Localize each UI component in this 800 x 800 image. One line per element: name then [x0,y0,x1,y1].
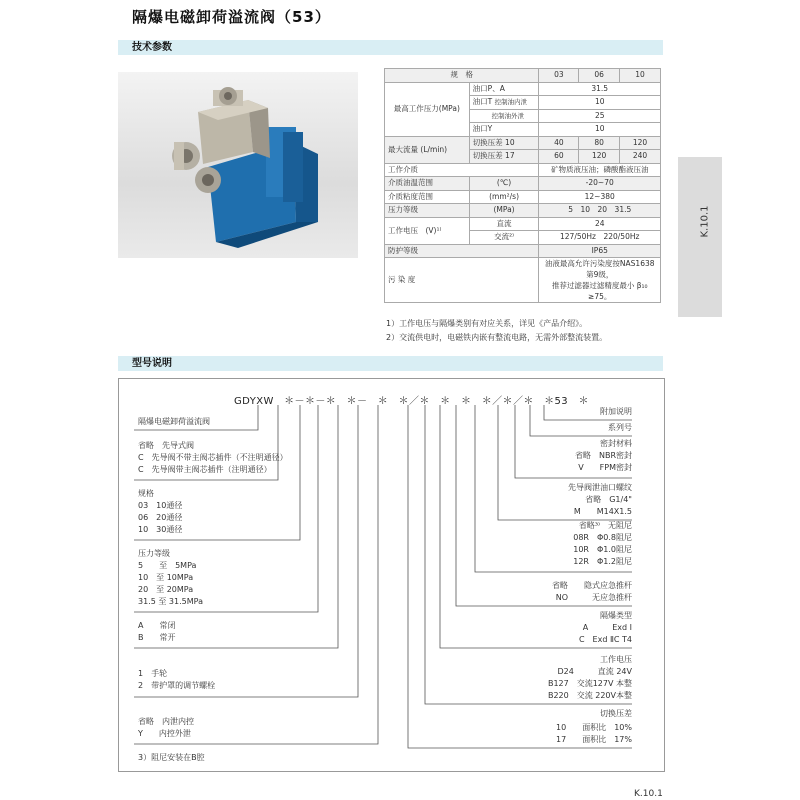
table-cell: 120 [579,150,620,164]
table-cell: 03 [539,69,579,83]
legend-left-l12: 20 至 20MPa [138,585,194,594]
legend-left-l5: 规格 [138,489,154,498]
voltage-unit: (V)¹⁾ [425,225,442,235]
legend-left-l11: 10 至 10MPa [138,573,194,582]
legend-left-l10: 5 至 5MPa [138,561,197,570]
legend-right-r8: M M14X1.5 [573,507,632,516]
table-cell: 规 格 [385,69,539,83]
table-cell: 40 [539,136,579,150]
port-t-label: 油口T [472,97,493,107]
section-title-model: 型号说明 [132,358,172,369]
legend-left-l13: 31.5 至 31.5MPa [138,597,203,606]
table-cell: 最高工作压力(MPa) [385,82,470,136]
legend-right-r7: 省略 G1/4" [585,495,632,504]
legend-left-l8: 10 30通径 [138,525,183,534]
page-title: 隔爆电磁卸荷溢流阀（53） [132,8,331,26]
legend-left-l9: 压力等级 [138,549,170,558]
legend-right-r6: 先导阀泄油口螺纹 [568,483,632,492]
legend-right-r13: 省略 隐式应急推杆 [552,581,632,590]
legend-right-r3: 密封材料 [600,439,632,448]
legend-right-r4: 省略 NBR密封 [574,451,632,460]
legend-right-r19: D24 直流 24V [557,667,632,676]
table-cell: 24 [539,217,661,231]
legend-left-l6: 03 10通径 [138,501,183,510]
footnote-1: 1）工作电压与隔爆类别有对应关系，详见《产品介绍》。 [386,319,588,328]
legend-left-l17: 2 带护罩的调节螺栓 [138,681,216,690]
model-code: GDYXW ＊－＊－＊ ＊－ ＊ ＊／＊ ＊ ＊ ＊／＊／＊ ＊53 ＊ [234,396,589,407]
max-flow-label: 最大流量 [388,144,418,154]
legend-right-r2: 系列号 [608,423,632,432]
legend-right-r15: 隔爆类型 [600,611,632,620]
pollution-line-2: 推荐过滤器过滤精度最小 β₁₀ ≥75。 [551,281,648,301]
table-cell: 240 [620,150,661,164]
side-tab-label: K.10.1 [699,205,711,238]
legend-right-r14: NO 无应急推杆 [555,593,632,602]
footnote-2: 2）交流供电时，电磁铁内嵌有整流电路，无需外部整流装置。 [386,333,608,342]
table-cell: 06 [579,69,620,83]
legend-right-r12: 12R Φ1.2阻尼 [573,557,632,566]
table-cell: 切换压差 17 [469,150,539,164]
legend-right-r11: 10R Φ1.0阻尼 [573,545,632,554]
legend-right-r23: 10 面积比 10% [556,723,632,732]
legend-left-l18: 省略 内泄内控 [138,717,194,726]
page-footer: K.10.1 [634,789,663,799]
table-cell: 127/50Hz 220/50Hz [539,231,661,245]
table-cell: 介质粘度范围 [385,190,470,204]
legend-left-l14: A 常闭 [138,621,176,630]
legend-right-r20: B127 交流127V 本整 [547,679,632,688]
table-cell: 80 [579,136,620,150]
legend-right-r1: 附加说明 [600,407,632,416]
legend-left-l15: B 常开 [138,633,176,642]
table-cell: 25 [539,109,661,123]
table-cell: 31.5 [539,82,661,96]
legend-right-r24: 17 面积比 17% [556,735,632,744]
table-cell: 12~380 [539,190,661,204]
table-cell: 工作介质 [385,163,539,177]
drain-internal-label: 控制油内泄 [494,98,528,107]
table-cell: 防护等级 [385,244,539,258]
max-flow-unit: (L/min) [420,144,448,154]
table-cell: (MPa) [469,204,539,218]
table-cell: 10 [539,123,661,137]
table-cell: (mm²/s) [469,190,539,204]
table-cell: 切换压差 10 [469,136,539,150]
legend-right-r16: A Exd Ⅰ [582,623,632,632]
table-cell: 污 染 度 [385,258,539,303]
table-cell: 直流 [469,217,539,231]
legend-left-l1: 隔爆电磁卸荷溢流阀 [138,417,210,426]
legend-right-r18: 工作电压 [600,655,632,664]
legend-left-l20: 3）阻尼安装在B腔 [138,753,205,762]
table-cell: 控制油外泄 [469,109,539,123]
legend-right-r10: 08R Φ0.8阻尼 [573,533,632,542]
table-cell: (℃) [469,177,539,191]
table-cell: 介质油温范围 [385,177,470,191]
legend-left-l2: 省略 先导式阀 [138,441,194,450]
table-cell: 油口P、A [469,82,539,96]
table-cell: IP65 [539,244,661,258]
table-cell: -20~70 [539,177,661,191]
table-cell: 压力等级 [385,204,470,218]
pollution-line-1: 油液最高允许污染度按NAS1638第9级， [544,259,655,279]
legend-left-l16: 1 手轮 [138,669,168,678]
table-cell: 交流²⁾ [469,231,539,245]
legend-left-l4: C 先导阀带主阀芯插件（注明通径） [138,465,272,474]
table-cell: 10 [620,69,661,83]
legend-right-r5: V FPM密封 [578,463,632,472]
section-title-tech: 技术参数 [132,42,172,53]
table-cell: 矿物质液压油；磷酸酯液压油 [539,163,661,177]
table-cell: 5 10 20 31.5 [539,204,661,218]
table-cell: 油口Y [469,123,539,137]
legend-left-l3: C 先导阀不带主阀芯插件（不注明通径） [138,453,288,462]
legend-right-r9: 省略³⁾ 无阻尼 [578,521,632,530]
table-cell: 120 [620,136,661,150]
table-cell: 10 [539,96,661,110]
legend-right-r22: 切换压差 [600,709,632,718]
voltage-label: 工作电压 [388,225,418,235]
legend-right-r17: C Exd ⅡC T4 [578,635,632,644]
table-cell: 60 [539,150,579,164]
legend-left-l19: Y 内控外泄 [138,729,191,738]
legend-left-l7: 06 20通径 [138,513,183,522]
legend-right-r21: B220 交流 220V本整 [547,691,632,700]
